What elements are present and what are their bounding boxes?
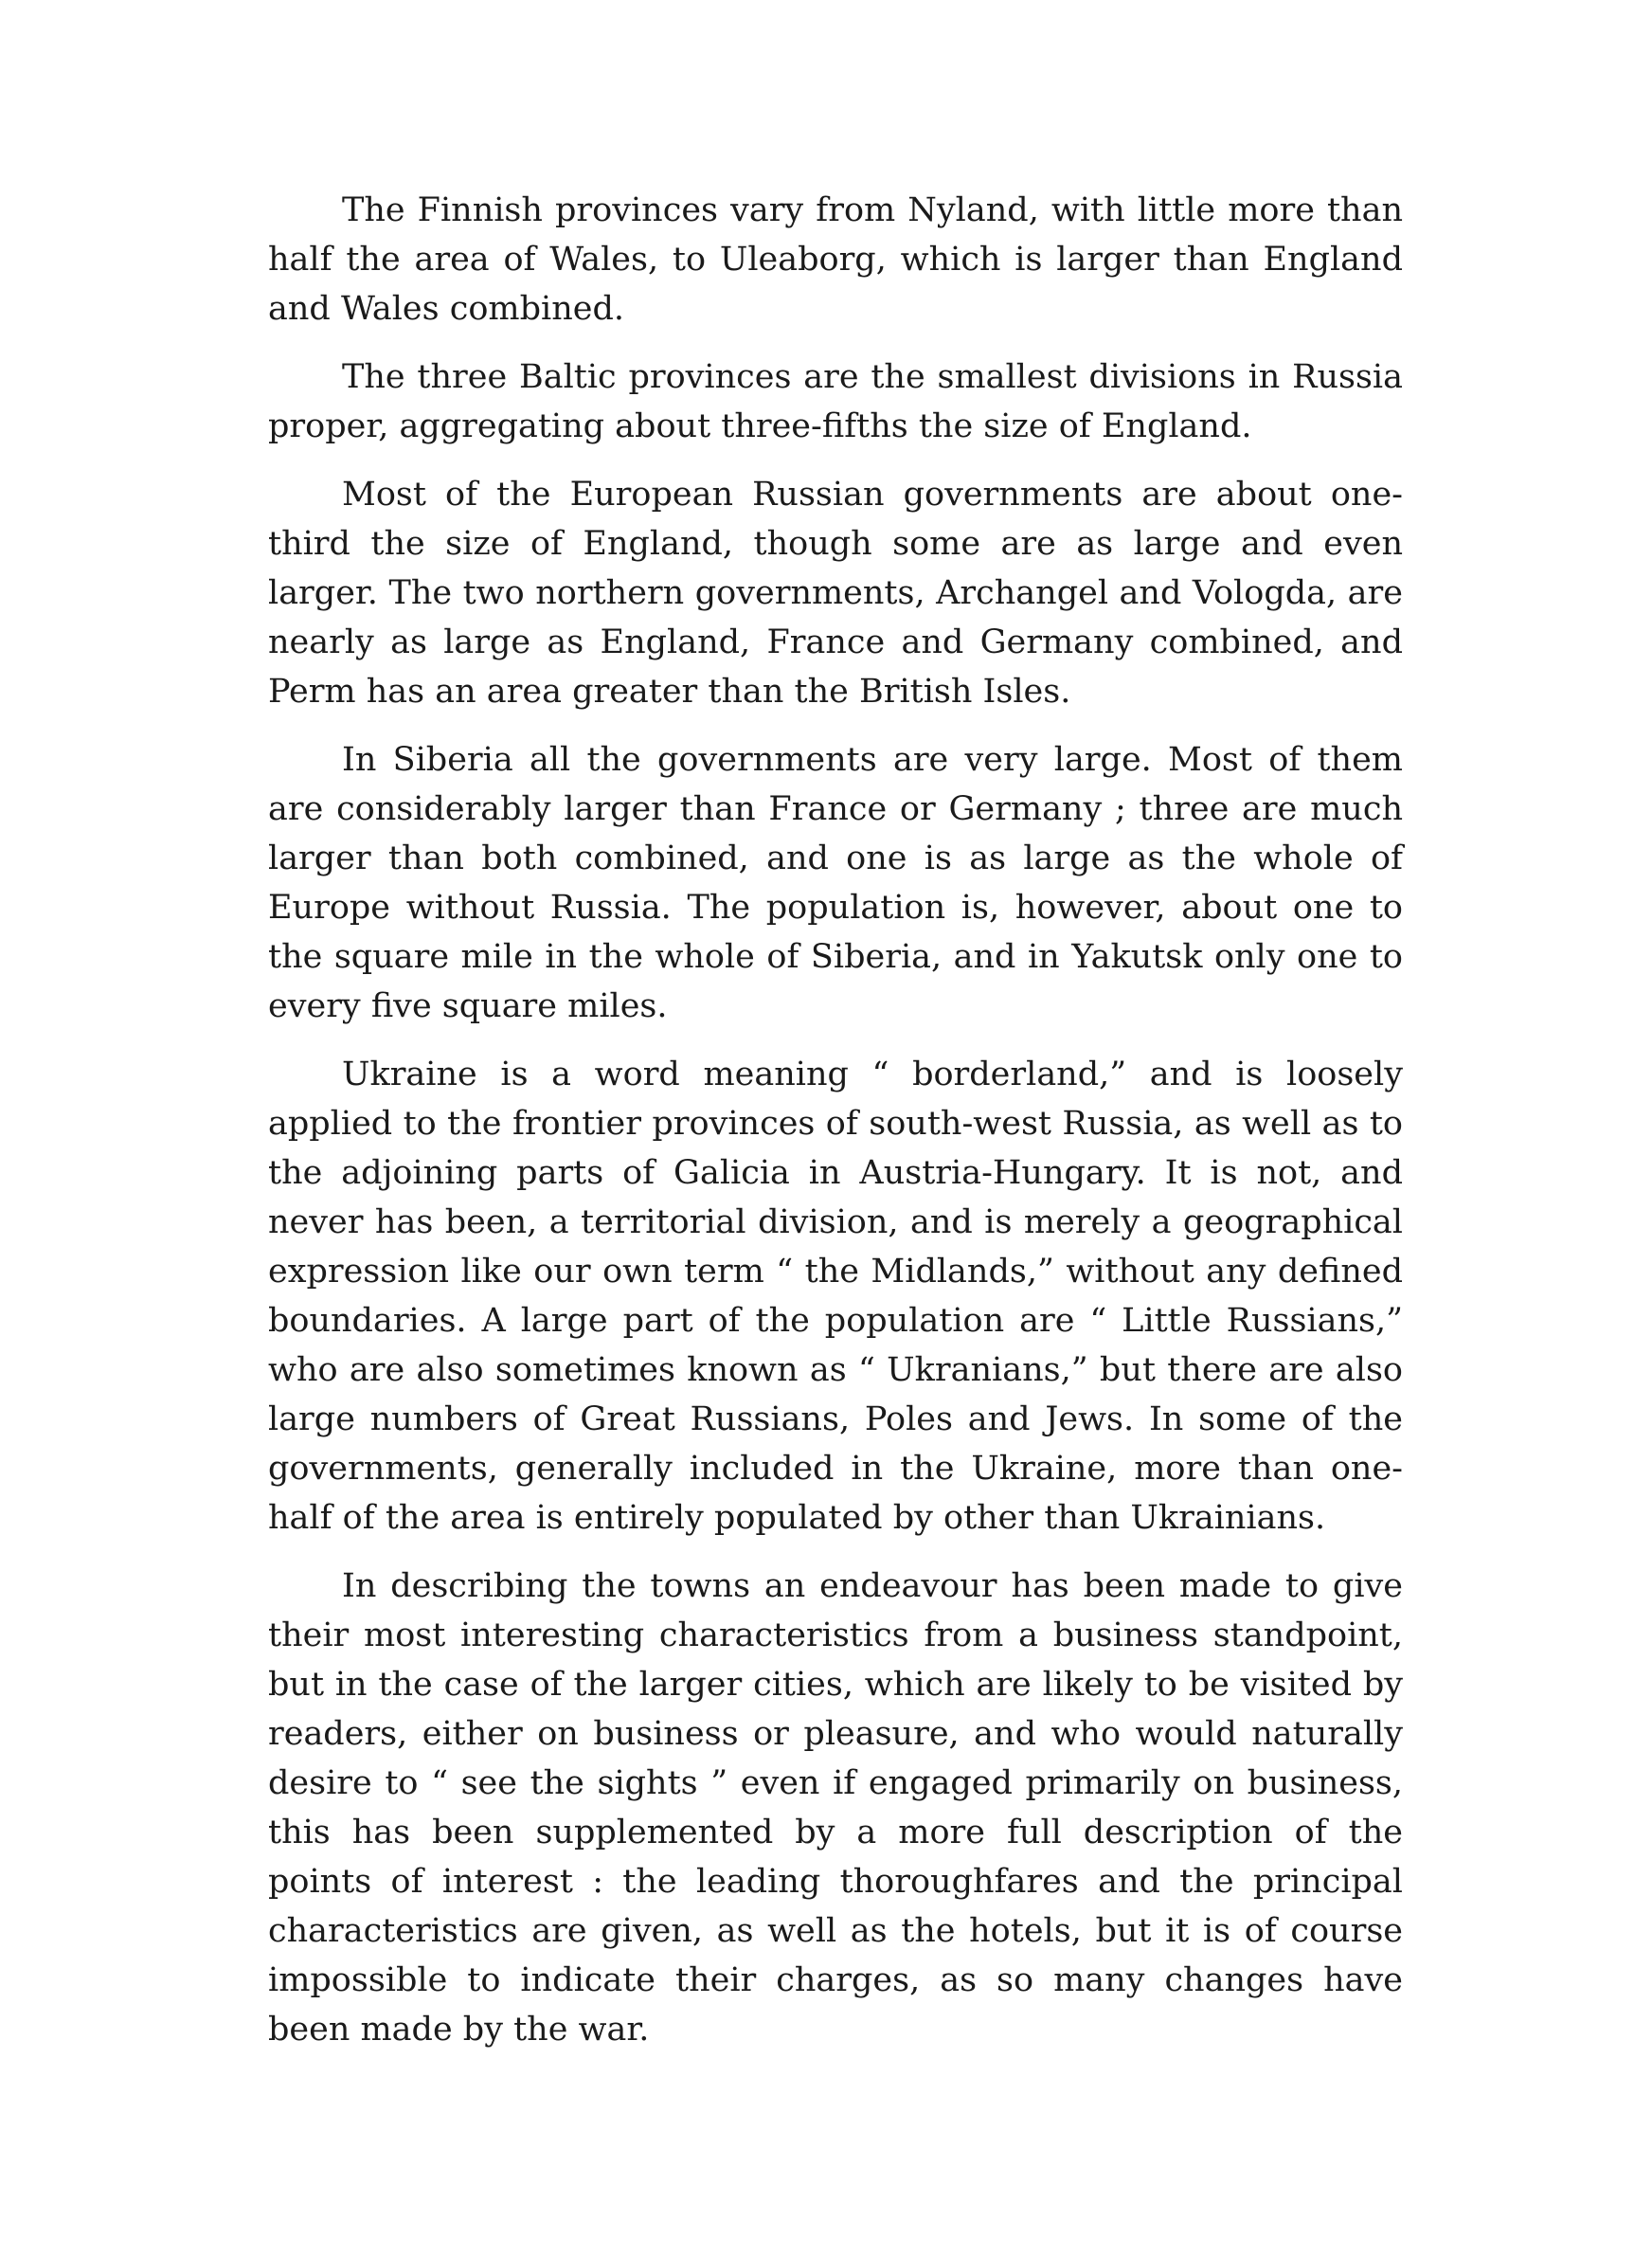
paragraph-describing-towns: In describing the towns an endeavour has been made to give their most interesting characteristics from a business standpoint, but in the case of the larger cities, which are likely to be visited by readers, either on business or pleasure, and who would naturally desire to “ see the sights ” even if engaged primarily on business, this has been supplemented by a more full description of the points of interest : the leading thoroughfares and the principal characteristics are given, as well as the hotels, but it is of course impossible to indicate their charges, as so many changes have been made by the war.	[268, 1567, 1403, 2049]
paragraph-european-russia: Most of the European Russian governments are about one-third the size of England, though some are as large and even larger. The two northern governments, Archangel and Vologda, are nearly as large as England, France and Germany combined, and Perm has an area greater than the British Isles.	[268, 476, 1403, 711]
paragraph-baltic-provinces: The three Baltic provinces are the smallest divisions in Russia proper, aggregating about three-fifths the size of England.	[268, 358, 1403, 445]
body-text	[268, 186, 1403, 2073]
paragraph-siberia: In Siberia all the governments are very large. Most of them are considerably larger than France or Germany ; three are much larger than both combined, and one is as large as the whole of Europe without Russia. The population is, however, about one to the square mile in the whole of Siberia, and in Yakutsk only one to every five square miles.	[268, 741, 1403, 1025]
paragraph-ukraine: Ukraine is a word meaning “ borderland,” and is loosely applied to the frontier provinces of south-west Russia, as well as to the adjoining parts of Galicia in Austria-Hungary. It is not, and never has been, a territorial division, and is merely a geographical expression like our own term “ the Midlands,” without any defined boundaries. A large part of the population are “ Little Russians,” who are also sometimes known as “ Ukranians,” but there are also large numbers of Great Russians, Poles and Jews. In some of the governments, generally included in the Ukraine, more than one-half of the area is entirely populated by other than Ukrainians.	[268, 1056, 1403, 1537]
paragraph-finnish-provinces: The Finnish provinces vary from Nyland, with little more than half the area of Wales, to Uleaborg, which is larger than England and Wales combined.	[268, 191, 1403, 328]
